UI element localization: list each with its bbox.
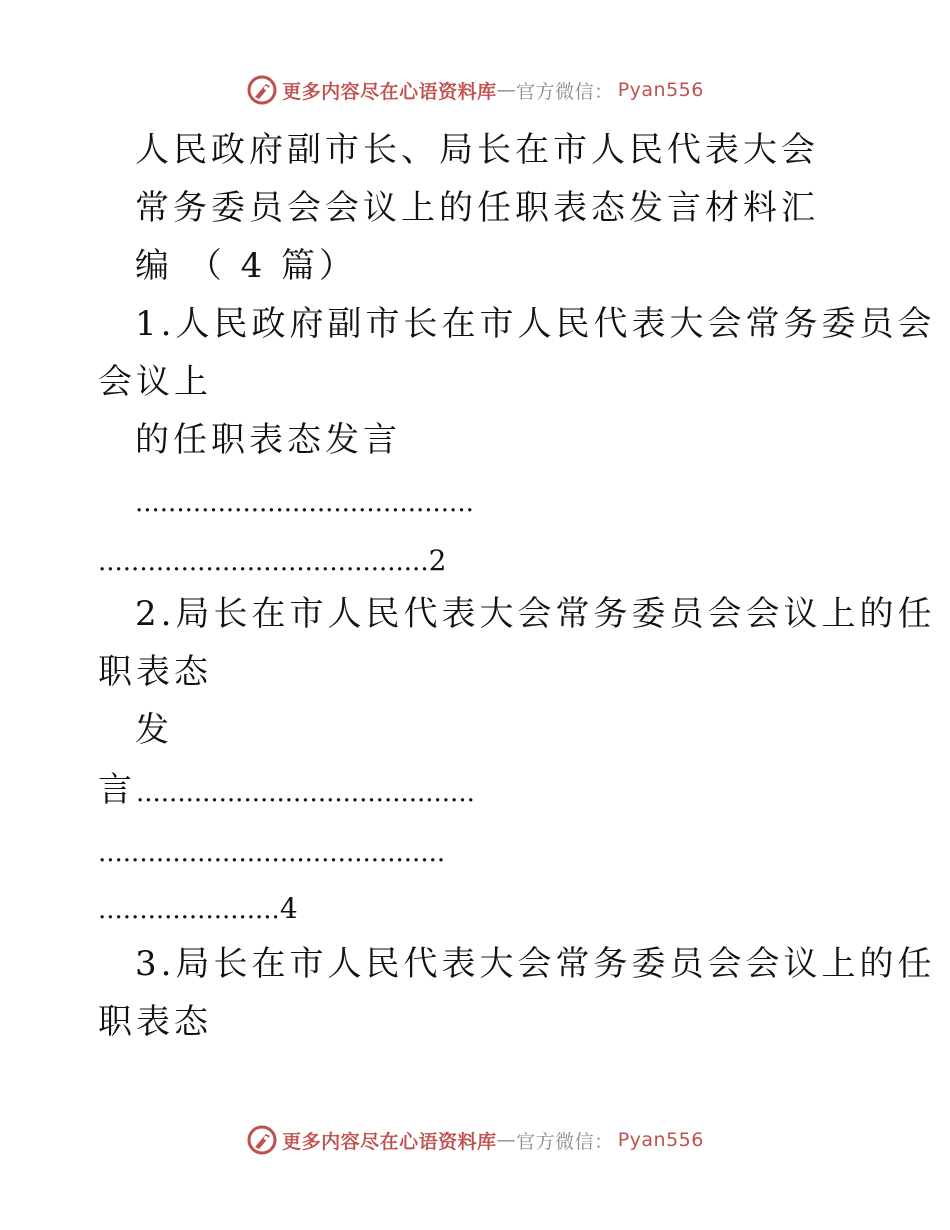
toc-item-1-line-3: 的任职表态发言 <box>135 420 401 460</box>
toc-item-2-line-3: 发 <box>135 710 173 750</box>
toc-item-1-line-2: 会议上 <box>98 362 212 402</box>
toc-item-3-line-1: 3.局长在市人民代表大会常务委员会会议上的任 <box>135 944 936 984</box>
toc-item-3-line-2: 职表态 <box>98 1002 212 1042</box>
toc-item-1-leader-dots-2: ........................................ <box>98 547 429 577</box>
toc-item-2-leader-dots-3: ...................... <box>98 895 280 925</box>
watermark-wechat-label: 官方微信： <box>516 1130 614 1153</box>
toc-item-2-leader-dots-1: ......................................... <box>136 778 475 808</box>
watermark-wechat-id: Pyan556 <box>617 79 704 101</box>
toc-item-2-line-2: 职表态 <box>98 652 212 692</box>
watermark-wechat-label: 官方微信： <box>516 80 614 103</box>
doc-title-line-1: 人民政府副市长、局长在市人民代表大会 <box>135 130 819 170</box>
watermark-main-text: 更多内容尽在心语资料库 <box>282 1130 497 1153</box>
watermark-dash: — <box>496 1129 517 1151</box>
toc-item-1-leader-row <box>98 544 446 579</box>
toc-item-1-leader-dots-1: ......................................... <box>135 488 474 518</box>
toc-item-2-page-number: 4 <box>279 892 298 925</box>
watermark-wechat-id: Pyan556 <box>617 1129 704 1151</box>
toc-item-2-leader-dots-2: .......................................... <box>98 838 446 868</box>
pen-nib-circle-icon <box>246 1124 278 1156</box>
toc-item-1-page-number: 2 <box>428 544 447 577</box>
doc-title-line-3: 编 （ 4 篇） <box>135 246 358 286</box>
toc-item-2-line-1: 2.局长在市人民代表大会常务委员会会议上的任 <box>135 594 936 634</box>
toc-item-2-line-4 <box>98 768 475 812</box>
toc-item-2-leader-row <box>98 892 298 927</box>
watermark-banner-top <box>0 70 950 110</box>
watermark-dash: — <box>496 79 517 101</box>
doc-title-line-2: 常务委员会会议上的任职表态发言材料汇 <box>135 188 819 228</box>
watermark-main-text: 更多内容尽在心语资料库 <box>282 80 497 103</box>
watermark-banner-bottom <box>0 1120 950 1160</box>
pen-nib-circle-icon <box>246 74 278 106</box>
toc-item-1-line-1: 1.人民政府副市长在市人民代表大会常务委员会 <box>135 304 936 344</box>
toc-item-2-line-4-text: 言 <box>98 770 136 810</box>
